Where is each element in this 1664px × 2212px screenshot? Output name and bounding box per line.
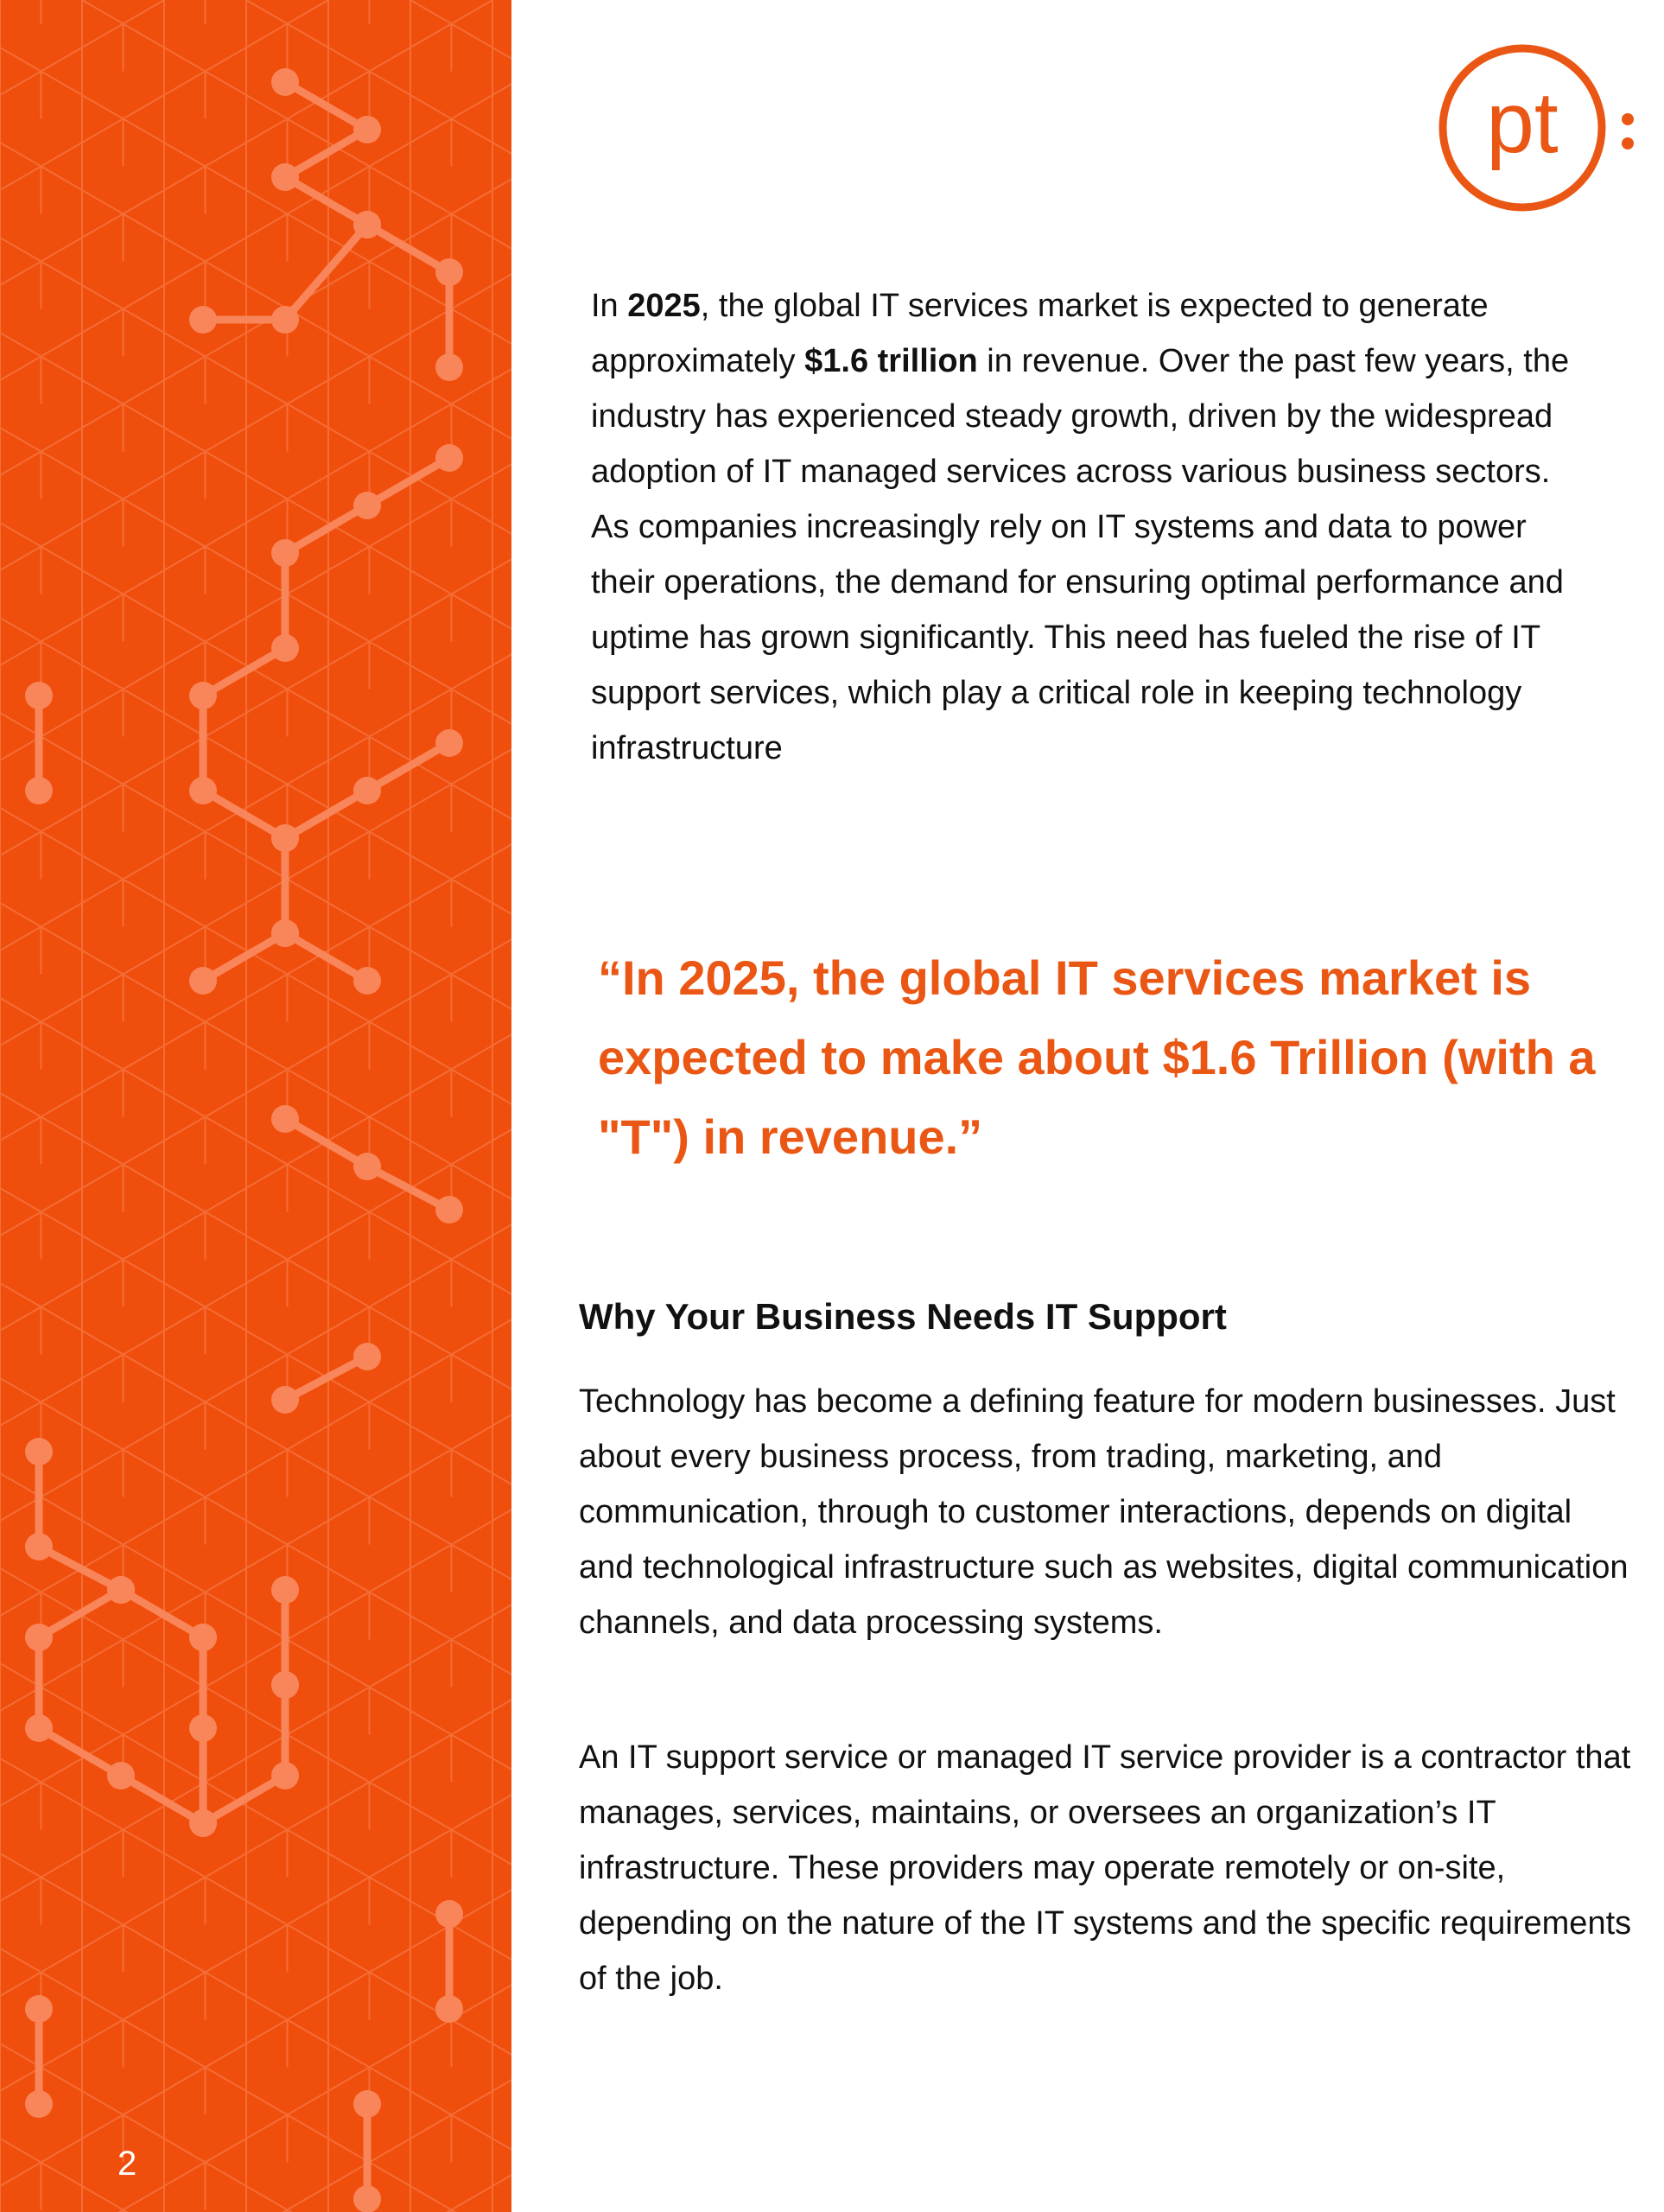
network-node	[353, 492, 381, 519]
network-node	[271, 163, 299, 191]
section-paragraph-2: An IT support service or managed IT service provider is a contractor that manages, services, maintains, or oversees an organization’s IT infrastructure. These providers may operate remotely or on-site, depending on the nature of the IT systems and the specific requirements of the job.	[579, 1739, 1632, 1997]
pull-quote: “In 2025, the global IT services market is expected to make about $1.6 Trillion (with a "T") in revenue.”	[598, 950, 1596, 1164]
network-node	[271, 1576, 299, 1604]
section-heading: Why Your Business Needs IT Support	[579, 1296, 1227, 1337]
network-node	[435, 444, 463, 472]
network-node	[107, 1576, 135, 1604]
logo-text: pt	[1486, 74, 1559, 171]
hexagon-network-pattern	[0, 0, 511, 2212]
network-node	[25, 1624, 53, 1651]
network-node	[353, 1343, 381, 1370]
network-node	[25, 1714, 53, 1742]
section-paragraph-1: Technology has become a defining feature for modern businesses. Just about every business process, from trading, marketing, and communication, through to customer interactions, depends on digital and technological infrastructure such as websites, digital communication channels, and data processing systems.	[579, 1383, 1629, 1641]
network-node	[189, 967, 217, 995]
intro-paragraph	[591, 278, 1585, 776]
network-link-8	[39, 1452, 285, 1823]
network-link-5	[285, 933, 367, 981]
intro-text-1: In	[591, 288, 628, 324]
network-link-9	[121, 1590, 203, 1637]
intro-revenue: $1.6 trillion	[804, 343, 978, 379]
network-node	[353, 211, 381, 238]
network-node	[271, 306, 299, 334]
network-node	[25, 1438, 53, 1465]
network-node	[271, 1105, 299, 1133]
network-node	[25, 1533, 53, 1560]
network-node	[271, 919, 299, 947]
network-node	[25, 682, 53, 709]
network-node	[271, 1386, 299, 1414]
network-node	[435, 258, 463, 286]
network-node	[189, 682, 217, 709]
network-node	[435, 1196, 463, 1224]
network-node	[435, 353, 463, 381]
network-node	[353, 2185, 381, 2212]
network-node	[353, 2090, 381, 2118]
network-node	[271, 1762, 299, 1789]
network-node	[271, 68, 299, 96]
network-node	[189, 1809, 217, 1837]
network-node	[189, 1624, 217, 1651]
intro-text-3: in revenue. Over the past few years, the industry has experienced steady growth, driven by the widespread adoption of IT managed services across various business sectors. As companies increasingly rely on IT systems and data to power their operations, the demand for ensuring optimal performance and uptime has grown significantly. This need has fueled the rise of IT support services, which play a critical role in keeping technology infrastructure	[591, 343, 1570, 766]
network-node	[189, 1714, 217, 1742]
pt-logo	[1434, 41, 1642, 223]
network-node	[353, 967, 381, 995]
network-link-1	[367, 225, 449, 367]
network-node	[353, 116, 381, 143]
network-node	[107, 1762, 135, 1789]
page-number: 2	[117, 2145, 137, 2183]
decorative-sidebar	[0, 0, 511, 2212]
network-node	[271, 634, 299, 662]
network-node	[435, 1900, 463, 1928]
network-node	[435, 1995, 463, 2023]
network-node	[189, 306, 217, 334]
network-node	[25, 777, 53, 804]
network-node	[271, 1671, 299, 1699]
intro-text-2: , the global IT services market is expected to generate approximately	[591, 288, 1489, 379]
network-node	[25, 1995, 53, 2023]
network-node	[353, 777, 381, 804]
network-node	[25, 2090, 53, 2118]
network-node	[353, 1153, 381, 1180]
network-node	[435, 729, 463, 757]
network-node	[271, 824, 299, 852]
intro-year: 2025	[627, 288, 701, 324]
network-node	[189, 777, 217, 804]
hexagon-grid-lines	[0, 0, 511, 2212]
network-node	[271, 539, 299, 567]
